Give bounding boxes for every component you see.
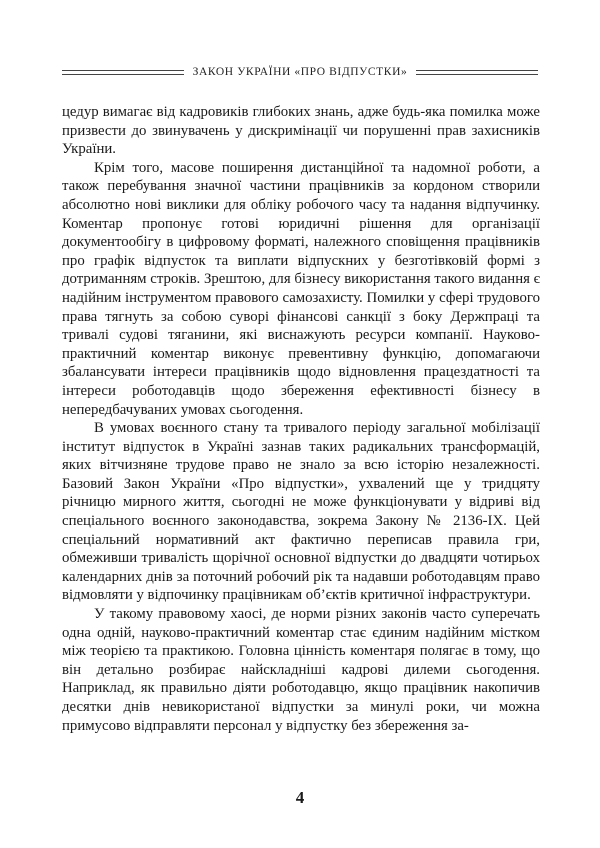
header-rule-line: [62, 70, 184, 71]
header-rule-right: [416, 70, 538, 75]
header-rule-line: [416, 74, 538, 75]
running-header: [62, 60, 538, 84]
header-rule-line: [62, 74, 184, 75]
header-rule-left: [62, 70, 184, 75]
paragraph: В умовах воєнного стану та тривалого періоду загальної мобілізації інститут відпусток в Україні зазнав таких радикальних трансформацій, яких вітчизняне трудове право не знало за всю історію незалежності. Базовий Закон України «Про відпустки», ухвалений ще у тридцяту річницю мирного життя, сьогодні не може функціонувати у відриві від спеціального воєнного законодавства, зокрема Закону № 2136-IX. Цей спеціальний нормативний акт фактично переписав правила гри, обмеживши тривалість щорічної основної відпустки до двадцяти чотирьох календарних днів за поточний робочий рік та надавши роботодавцям право відмовляти у відпочинку працівникам об’єктів критичної інфраструктури.: [62, 420, 540, 604]
page-number: 4: [295, 788, 305, 807]
header-rule-line: [416, 70, 538, 71]
header-title: ЗАКОН УКРАЇНИ «ПРО ВІДПУСТКИ»: [192, 66, 408, 78]
body-text: [62, 103, 540, 735]
paragraph: У такому правовому хаосі, де норми різних законів часто суперечать одна одній, науково-практичний коментар стає єдиним надійним містком між теорією та практикою. Головна цінність коментаря полягає в тому, що він детально розбирає найскладніші кадрові дилеми сьогодення. Наприклад, як правильно діяти роботодавцю, якщо працівник накопичив десятки днів невикористаної відпустки за минулі роки, чи можна примусово відправляти персонал у відпустку без збереження за-: [62, 606, 540, 734]
paragraph-continuation: цедур вимагає від кадровиків глибоких знань, адже будь-яка помилка може призвести до звинувачень у дискримінації чи порушенні прав захисників України.: [62, 104, 540, 158]
paragraph: Крім того, масове поширення дистанційної та надомної роботи, а також перебування значної частини працівників за кордоном створили абсолютно нові виклики для обліку робочого часу та надання відпучинку. Коментар пропонує готові юридичні рішення для організації документообігу в цифровому форматі, належного сповіщення працівників про графік відпусток та виплати відпускних у безготівковій формі з дотриманням строків. Зрештою, для бізнесу використання такого видання є надійним інструментом правового самозахисту. Помилки у сфері трудового права тягнуть за собою суворі фінансові санкції з боку Держпраці та тривалі судові тяганини, які виснажують ресурси компанії. Науково-практичний коментар виконує превентивну функцію, допомагаючи збалансувати інтереси працівників щодо відновлення працездатності та інтереси роботодавців щодо збереження ефективності бізнесу в непередбачуваних умовах сьогодення.: [62, 159, 540, 418]
